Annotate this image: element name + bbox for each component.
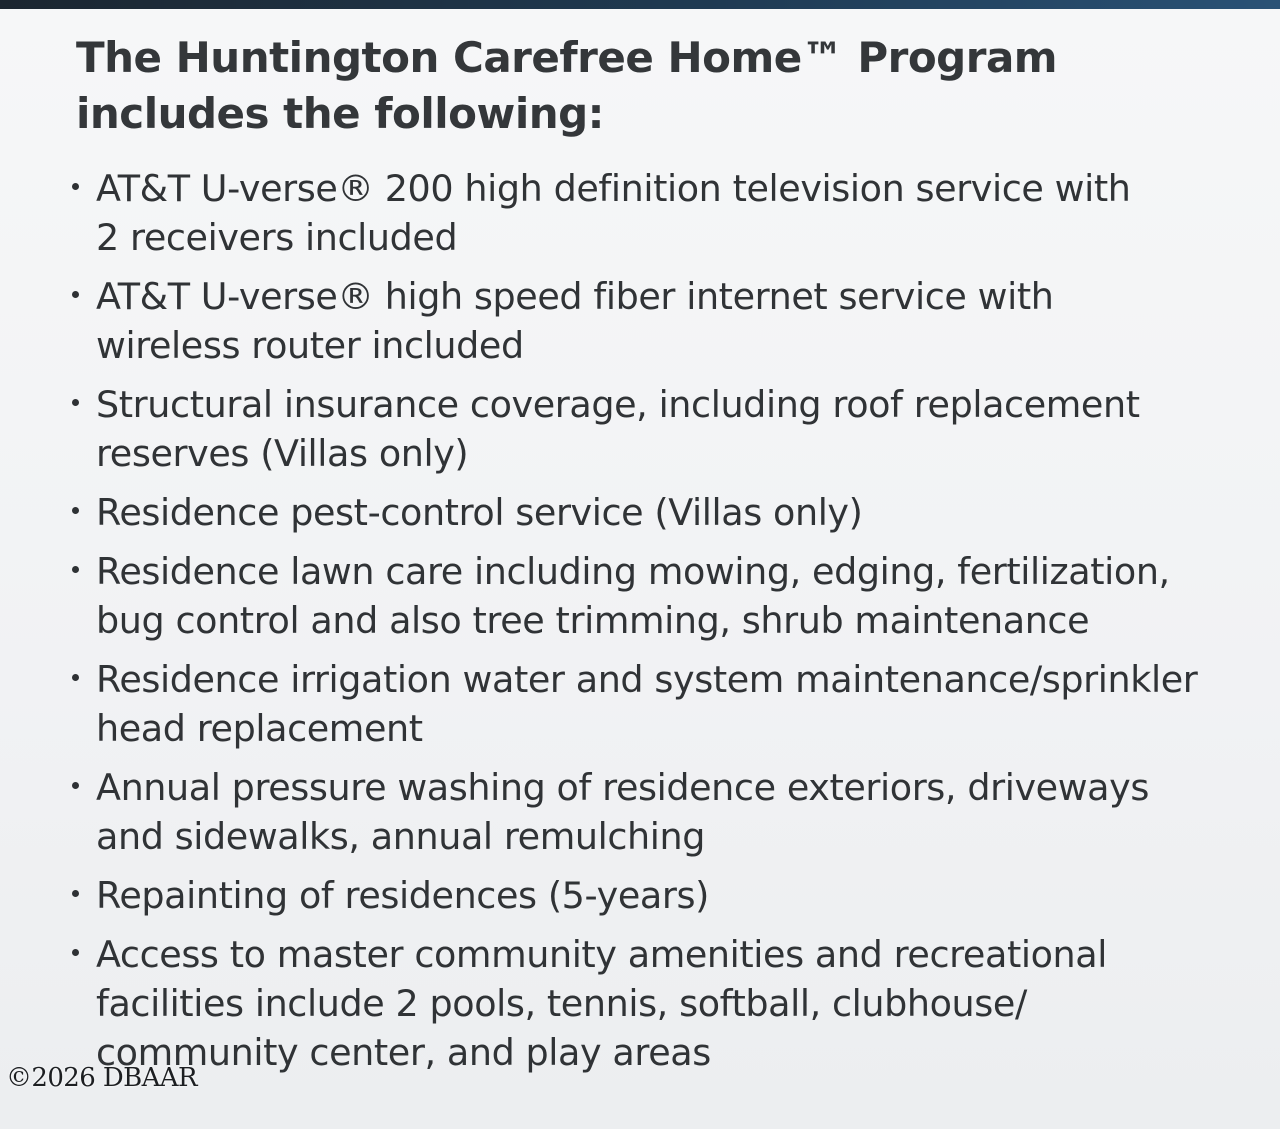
list-item-line: wireless router included [96,324,524,367]
list-item-line: AT&T U-verse® high speed fiber internet service with [96,275,1054,318]
heading-line-2: includes the following: [76,89,604,138]
list-item-line: Access to master community amenities and recreational [96,933,1107,976]
list-item-line: facilities include 2 pools, tennis, softball, clubhouse/ [96,982,1027,1025]
bullet-dot [72,890,79,897]
copyright-watermark: ©2026 DBAAR [6,1063,197,1093]
bullet-dot [72,399,79,406]
bullet-dot [72,674,79,681]
program-heading [76,30,1176,142]
list-item-line: Annual pressure washing of residence exteriors, driveways [96,766,1149,809]
list-item-line: head replacement [96,707,423,750]
list-item-line: Repainting of residences (5-years) [96,874,709,917]
list-item-line: and sidewalks, annual remulching [96,815,705,858]
list-item-lawn-care [70,547,1250,645]
list-item-amenities-access [70,930,1250,1077]
list-item-line: Residence irrigation water and system maintenance/sprinkler [96,658,1198,701]
list-item-line: community center, and play areas [96,1031,711,1074]
list-item-pest-control [70,488,1250,537]
list-item-line: bug control and also tree trimming, shrub maintenance [96,599,1090,642]
heading-line-1: The Huntington Carefree Home™ Program [76,33,1058,82]
list-item-line: AT&T U-verse® 200 high definition television service with [96,167,1131,210]
bullet-dot [72,507,79,514]
bullet-dot [72,782,79,789]
list-item-line: 2 receivers included [96,216,458,259]
list-item-line: Residence lawn care including mowing, edging, fertilization, [96,550,1170,593]
list-item-repainting [70,871,1250,920]
program-features-list [70,164,1250,1087]
list-item-pressure-washing [70,763,1250,861]
bullet-dot [72,949,79,956]
top-edge-band [0,0,1280,9]
list-item-tv-service [70,164,1250,262]
list-item-structural-insurance [70,380,1250,478]
list-item-irrigation [70,655,1250,753]
bullet-dot [72,291,79,298]
bullet-dot [72,566,79,573]
list-item-internet-service [70,272,1250,370]
list-item-line: Residence pest-control service (Villas only) [96,491,863,534]
list-item-line: Structural insurance coverage, including roof replacement [96,383,1140,426]
list-item-line: reserves (Villas only) [96,432,469,475]
bullet-dot [72,183,79,190]
